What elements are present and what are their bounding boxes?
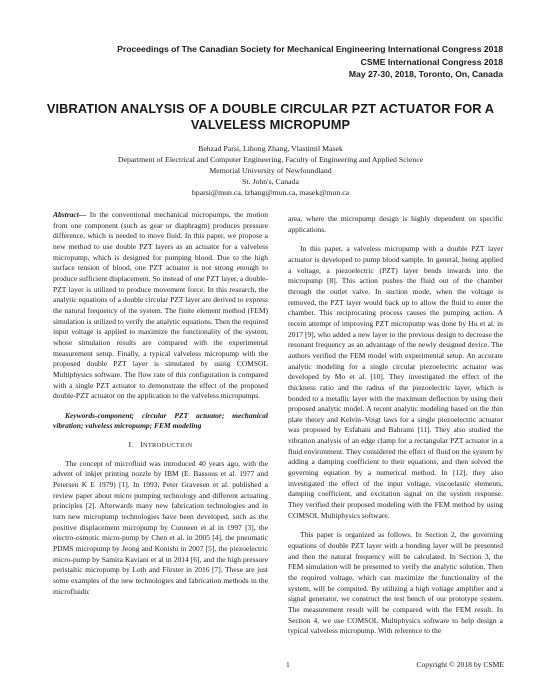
proceedings-header [117, 43, 503, 81]
title-line-1: VIBRATION ANALYSIS OF A DOUBLE CIRCULAR PZT ACTUATOR FOR A [46, 101, 495, 116]
proceedings-line: Proceedings of The Canadian Society for Mechanical Engineering International Congress 2018 [117, 44, 503, 54]
abstract [53, 210, 268, 402]
date-location-line: May 27-30, 2018, Toronto, On, Canada [348, 69, 503, 80]
right-column [288, 214, 503, 646]
author-university: Memorial University of Newfoundland [209, 166, 332, 176]
copyright-notice: Copyright © 2018 by CSME [416, 660, 504, 669]
author-department: Department of Electrical and Computer Engineering, Faculty of Engineering and Applied Science [117, 155, 424, 165]
author-city: St. John's, Canada [242, 177, 299, 187]
congress-line: CSME International Congress 2018 [360, 56, 503, 67]
author-names: Behzad Parsi, Lihong Zhang, Vlastimil Masek [198, 144, 343, 153]
page-number: 1 [286, 660, 290, 669]
abstract-text: In the conventional mechanical micropumps, the motion from one component (such as gear or diaphragm) produces pressure difference, which is needed to move fluid. In this paper, we propose a new method to use double PZT layers as an actuator for a valveless micropump, which is designed for pumping blood. Due to the high surface tension of blood, one PZT actuator is not strong enough to produce sufficient displacement. So instead of one PZT layer, a double-PZT layer is utilized to produce movement force. In this research, the analytic equations of a double circular PZT layer are derived to express the natural frequency of the system. The finite element method (FEM) simulation is utilized to verify the analytic equations. Then the required input voltage is applied to maximize the functionality of the system, whose simulation results are compared with the experimental measurement setup. Finally, a typical valveless micropump with the proposed double PZT layer is simulated by using COMSOL Multiphysics software. The flow rate of this configuration is compared with a single PZT actuator to demonstrate the effect of the proposed double-PZT actuator on the application to the valveless micropumps. [53, 210, 268, 401]
paragraph: The concept of microfluid was introduced 40 years ago, with the advent of inkjet printing nozzle by IBM (E. Bassous et al. 1977 and Petersen K E 1979) [1]. In 1993, Peter Gravesen et al. published a review paper about micro pumping technology and different actuating principles [2]. Afterwards many new fabrication technologies and in turn new micropump technologies have been developed, such as the positive displacement micropump by Cunneen et al in 1997 [3], the electro-osmotic micro-pump by Chen et al. in 2005 [4], the pneumatic PDMS micropump by Jeong and Konishi in 2007 [5], the piezoelectric micro-pump by Samira Kaviani et al in 2014 [6], and the high pressure peristaltic micropump by Loth and Förster in 2016 [7]. These are just some examples of the new technologies and fabrication methods in the microfluidic [53, 458, 268, 596]
section-title-first: I [140, 440, 143, 450]
section-heading-introduction [53, 440, 268, 452]
keywords [53, 411, 268, 432]
paragraph: area, where the micropump design is highly dependent on specific applications. [288, 214, 503, 234]
abstract-label: Abstract— [53, 210, 87, 219]
paper-title [40, 101, 501, 133]
title-line-2: VALVELESS MICROPUMP [190, 117, 351, 132]
paragraph: In this paper, a valveless micropump with a double PZT layer actuator is developed to pump blood sample. In general, being applied a voltage, a piezoelectric (PZT) layer bends inwards into the micropump [8]. This action pushes the fluid out of the chamber through the outlet valve. In suction mode, when the voltage is removed, the PZT layer would back up to allow the fluid to enter the chamber. This reciprocating process causes the pumping action. A recent attempt of improving PZT micropump was done by Hu et al. in 2017 [9], who added a new layer to the previous design to decrease the resonant frequency as an advantage of the newly designed device. The authors verified the FEM model with experimental setup. An accurate analytic modeling for a single circular piezoelectric actuator was developed by Mo et al. [10]. They investigated the effect of the thickness ratio and the radius of the piezoelectric layer, which is bonded to a metallic layer with the maximum deflection by using their proposed analytic model. A recent analytic modeling based on the thin plate theory and Kelvin–Voigt laws for a single piezoelectric actuator was proposed by Esfahani and Bahrami [11]. They also studied the vibration analysis of an edge clamp for a rectangular PZT actuator in a fluid environment. They considered the effect of fluid on the system by adding a damping coefficient to their equations, and then solved the governing equation by a numerical method. In [12], they also investigated the effect of the input voltage, viscoelastic elements, damping coefficient, and excitation signal on the system response. They verified their proposed modeling with the FEM method by using COMSOL Multiphysics software. [288, 244, 503, 520]
section-title-rest: NTRODUCTION [142, 442, 193, 450]
section-numeral: I. [128, 440, 134, 450]
author-emails: bparsi@mun.ca, lzhang@mun.ca, masek@mun.ca [191, 188, 350, 198]
left-column [53, 210, 268, 606]
author-block [30, 143, 511, 198]
keywords-label: Keywords-component; [65, 410, 135, 420]
paragraph: This paper is organized as follows. In Section 2, the governing equations of double PZT layer with a bonding layer will be presented and then the natural frequency will be calculated. In Section 3, the FEM simulation will be presented to verify the analytic solution. Then the required voltage, which can maximize the functionality of the system, will be computed. By utilizing a high voltage amplifier and a signal generator, we construct the test bench of our prototype system. The measurement result will be compared with the FEM result. In Section 4, we use COMSOL Multiphysics software to help design a typical valveless micropump. With reference to the [288, 530, 503, 636]
keywords-text: circular PZT actuator; mechanical vibration; valveless micropump; FEM modeling [53, 410, 268, 431]
